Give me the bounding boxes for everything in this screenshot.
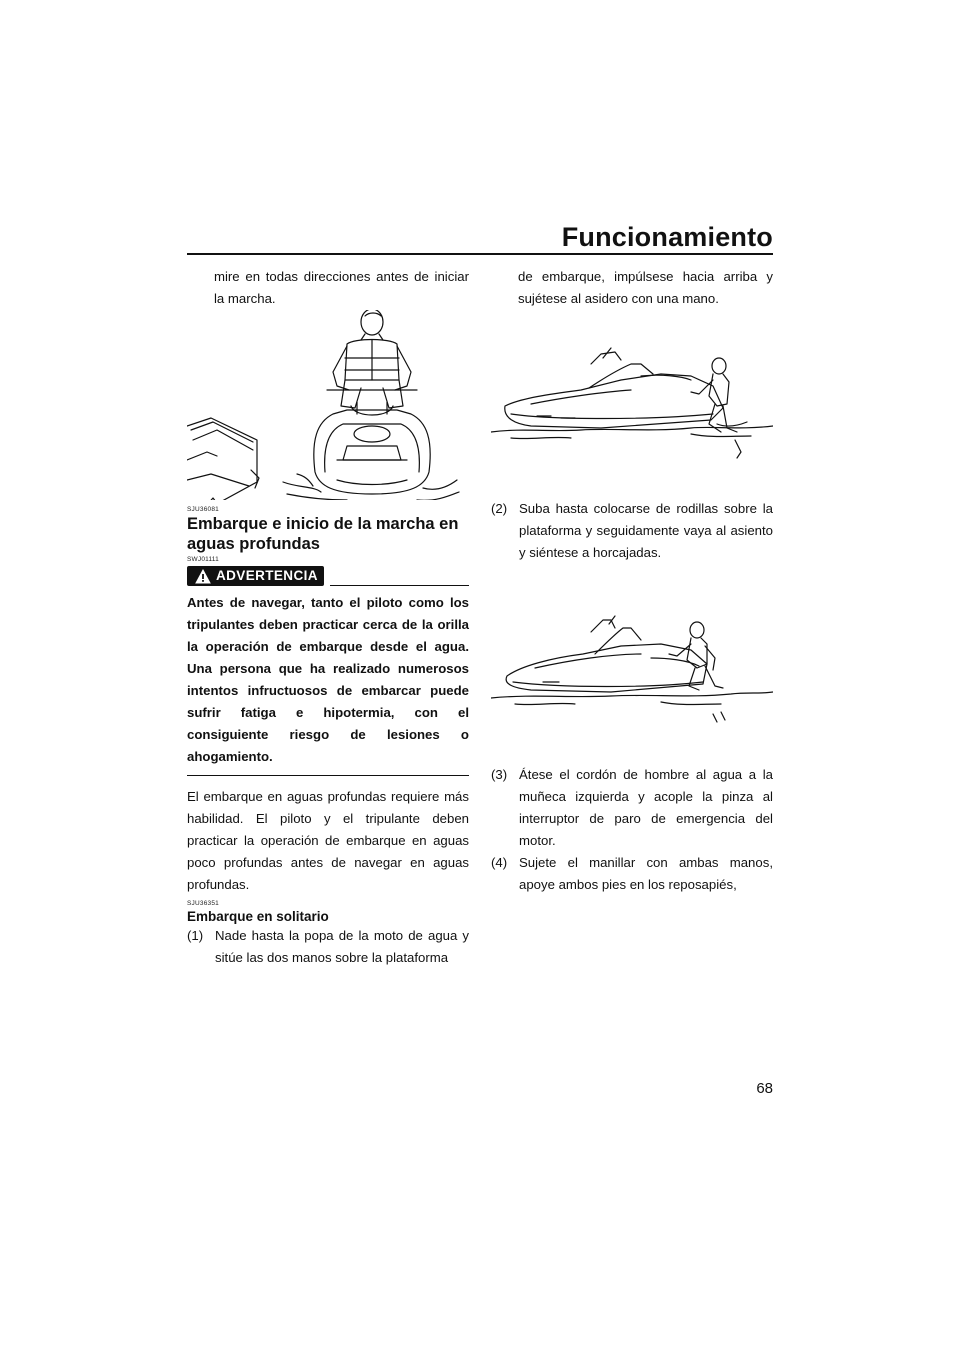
warning-badge [187,566,324,586]
warning-header [187,566,469,586]
page-header-title: Funcionamiento [561,222,773,252]
header-rule [187,253,773,255]
step-1-continued: de embarque, impúlsese hacia arriba y sujétese al asidero con una mano. [518,269,773,306]
step-1-number: (1) [187,928,204,943]
step-4 [491,852,773,896]
step-4-text: Sujete el manillar con ambas manos, apoye ambos pies en los reposapiés, [519,855,773,892]
step-3 [491,764,773,852]
rider-rear-view-illustration [187,310,469,500]
warning-end-rule [187,775,469,776]
warning-code: SWJ01111 [187,556,219,563]
step-4-number: (4) [491,855,508,870]
section-code: SJU36081 [187,506,219,513]
step-3-text: Átese el cordón de hombre al agua a la muñeca izquierda y acople la pinza al interruptor de paro de emergencia del motor. [519,767,773,848]
step-1 [187,925,469,969]
step-2-number: (2) [491,501,508,516]
warning-triangle-icon [195,569,211,584]
intro-text: mire en todas direcciones antes de iniciar la marcha. [214,269,469,306]
right-column [491,266,773,896]
left-column [187,266,469,969]
warning-label: ADVERTENCIA [216,568,318,583]
boarding-from-stern-illustration [491,324,773,474]
subsection-title: Embarque en solitario [187,909,329,924]
step-2-text: Suba hasta colocarse de rodillas sobre la plataforma y seguidamente vaya al asiento y siéntese a horcajadas. [519,501,773,560]
page-number: 68 [756,1080,773,1097]
warning-text: Antes de navegar, tanto el piloto como los tripulantes deben practicar cerca de la orilla la operación de embarque desde el agua. Una persona que ha realizado numerosos intentos infructuosos de embarcar puede sufrir fatiga e hipotermia, con el consiguiente riesgo de lesiones o ahogamiento. [187,595,469,764]
warning-rule [330,585,469,586]
step-2 [491,498,773,564]
kneeling-on-platform-illustration [491,594,773,744]
deep-water-body: El embarque en aguas profundas requiere más habilidad. El piloto y el tripulante deben practicar la operación de embarque en aguas poco profundas antes de navegar en aguas profundas. [187,789,469,892]
section-title: Embarque e inicio de la marcha en aguas profundas [187,515,459,553]
step-3-number: (3) [491,767,508,782]
step-1-text: Nade hasta la popa de la moto de agua y sitúe las dos manos sobre la plataforma [215,928,469,965]
subsection-code: SJU36351 [187,900,219,907]
